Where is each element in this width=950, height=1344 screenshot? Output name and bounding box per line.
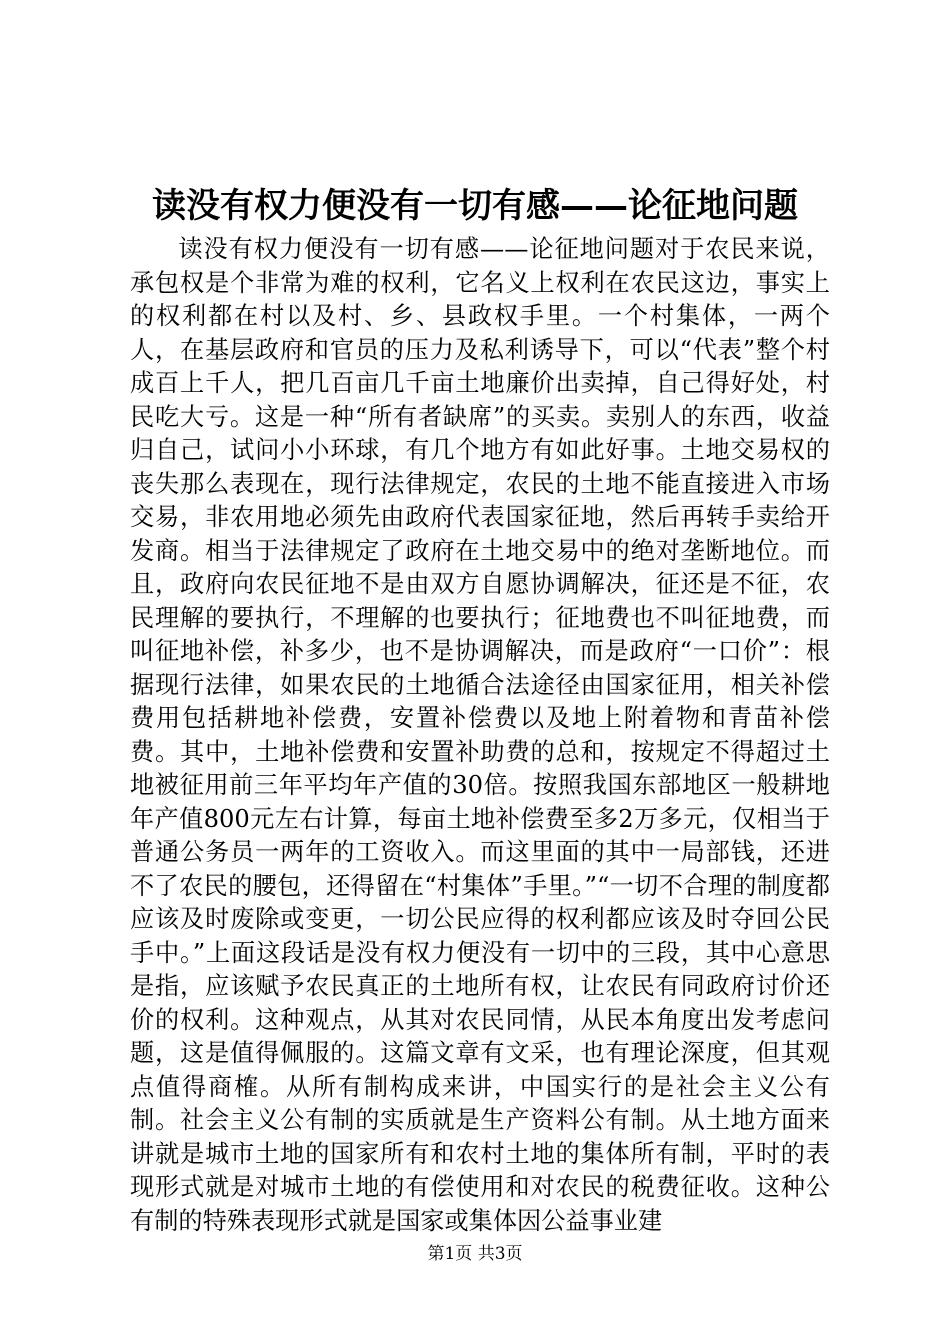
document-body: 读没有权力便没有一切有感——论征地问题对于农民来说，承包权是个非常为难的权利，它名义上权利在农民这边，事实上的权利都在村以及村、乡、县政权手里。一个村集体，一两个人，在基层政府和官员的压力及私利诱导下，可以“代表”整个村成百上千人，把几百亩几千亩土地廉价出卖掉，自己得好处，村民吃大亏。这是一种“所有者缺席”的买卖。卖别人的东西，收益归自己，试问小小环球，有几个地方有如此好事。土地交易权的丧失那么表现在，现行法律规定，农民的土地不能直接进入市场交易，非农用地必须先由政府代表国家征地，然后再转手卖给开发商。相当于法律规定了政府在土地交易中的绝对垄断地位。而且，政府向农民征地不是由双方自愿协调解决，征还是不征，农民理解的要执行，不理解的也要执行；征地费也不叫征地费，而叫征地补偿，补多少，也不是协调解决，而是政府“一口价”：根据现行法律，如果农民的土地循合法途径由国家征用，相关补偿费用包括耕地补偿费，安置补偿费以及地上附着物和青苗补偿费。其中，土地补偿费和安置补助费的总和，按规定不得超过土地被征用前三年平均年产值的30倍。按照我国东部地区一般耕地年产值800元左右计算，每亩土地补偿费至多2万多元，仅相当于普通公务员一两年的工资收入。而这里面的其中一局部钱，还进不了农民的腰包，还得留在“村集体”手里。”“一切不合理的制度都应该及时废除或变更，一切公民应得的权利都应该及时夺回公民手中。”上面这段话是没有权力便没有一切中的三段，其中心意思是指，应该赋予农民真正的土地所有权，让农民有同政府讨价还价的权利。这种观点，从其对农民同情，从民本角度出发考虑问题，这是值得佩服的。这篇文章有文采，也有理论深度，但其观点值得商榷。从所有制构成来讲，中国实行的是社会主义公有制。社会主义公有制的实质就是生产资料公有制。从土地方面来讲就是城市土地的国家所有和农村土地的集体所有制，平时的表现形式就是对城市土地的有偿使用和对农民的税费征收。这种公有制的特殊表现形式就是国家或集体因公益事业建 (130, 235, 830, 1235)
document-title: 读没有权力便没有一切有感——论征地问题 (152, 186, 798, 226)
page-number: 第1页 共3页 (427, 1244, 523, 1264)
